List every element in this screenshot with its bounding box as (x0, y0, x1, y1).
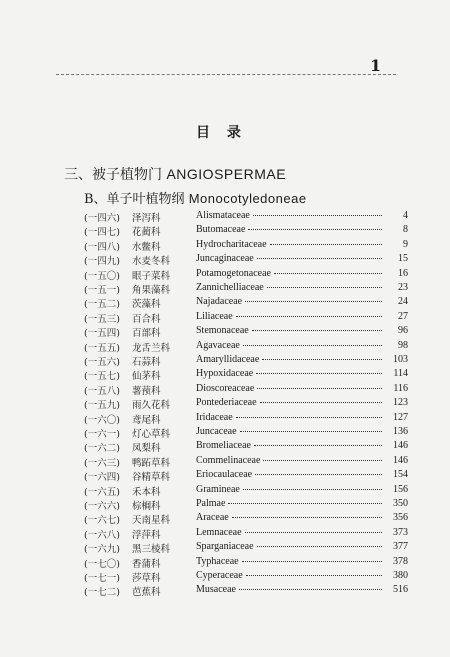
entry-chinese-name: 黑三棱科 (132, 544, 171, 556)
entry-number: (一六五) (84, 486, 120, 498)
dot-leader (254, 445, 382, 446)
toc-entry-list (0, 206, 450, 599)
dot-leader (243, 345, 382, 346)
entry-latin-name: Palmae (196, 498, 226, 509)
dot-leader (245, 532, 382, 533)
entry-chinese-name: 角果藻科 (132, 285, 171, 296)
entry-page-number: 380 (393, 570, 408, 581)
entry-chinese-name: 香蒲科 (132, 558, 161, 570)
dot-leader (257, 546, 382, 547)
dot-leader (267, 287, 382, 288)
entry-latin-name: Hypoxidaceae (196, 368, 254, 380)
entry-page-number: 123 (393, 397, 408, 409)
dot-leader (246, 575, 382, 576)
entry-number: (一七一) (84, 573, 120, 584)
entry-page-number: 9 (403, 238, 408, 250)
entry-chinese-name: 天南星科 (132, 515, 171, 527)
entry-page-number: 24 (398, 296, 408, 308)
entry-number: (一五五) (84, 342, 120, 354)
entry-latin-name: Bromeliaceae (196, 440, 251, 452)
entry-latin-name: Amaryllidaceae (196, 354, 260, 365)
entry-chinese-name: 百合科 (132, 313, 161, 325)
header-rule (56, 74, 396, 75)
entry-chinese-name: 莎草科 (132, 573, 161, 584)
entry-latin-name: Musaceae (196, 584, 236, 596)
dot-leader (253, 215, 382, 216)
entry-number: (一六二) (84, 443, 120, 455)
entry-page-number: 23 (398, 282, 408, 293)
dot-leader (255, 474, 382, 475)
dot-leader (263, 460, 382, 461)
entry-chinese-name: 百部科 (132, 328, 161, 340)
entry-number: (一六〇) (84, 414, 120, 426)
entry-chinese-name: 浮萍科 (132, 529, 161, 541)
entry-chinese-name: 雨久花科 (132, 400, 171, 412)
entry-chinese-name: 仙茅科 (132, 371, 161, 383)
page-number: 1 (370, 56, 382, 75)
entry-number: (一五六) (84, 357, 120, 368)
toc-title: 目 录 (196, 125, 247, 141)
entry-number: (一五二) (84, 299, 120, 311)
entry-chinese-name: 水鳖科 (132, 241, 161, 253)
entry-number: (一七〇) (84, 558, 120, 570)
dot-leader (262, 359, 382, 360)
dot-leader (239, 589, 382, 590)
entry-page-number: 516 (393, 584, 408, 596)
entry-latin-name: Najadaceae (196, 296, 243, 308)
entry-chinese-name: 灯心草科 (132, 429, 171, 440)
entry-number: (一六三) (84, 457, 120, 469)
entry-chinese-name: 泽泻科 (132, 213, 161, 224)
entry-chinese-name: 薯蓣科 (132, 385, 161, 397)
entry-latin-name: Gramineae (196, 483, 240, 495)
dot-leader (236, 316, 382, 317)
entry-number: (一六四) (84, 472, 120, 484)
entry-page-number: 146 (393, 454, 408, 466)
entry-chinese-name: 棕榈科 (132, 501, 161, 512)
entry-number: (一五三) (84, 313, 120, 325)
entry-page-number: 4 (403, 210, 408, 221)
entry-page-number: 116 (393, 382, 408, 394)
dot-leader (240, 431, 382, 432)
section-heading (64, 164, 286, 184)
dot-leader (242, 561, 382, 562)
entry-number: (一六九) (84, 544, 120, 556)
entry-chinese-name: 石蒜科 (132, 357, 161, 368)
dot-leader (274, 273, 382, 274)
entry-latin-name: Stemonaceae (196, 325, 249, 337)
entry-number: (一四八) (84, 241, 120, 253)
subsection-label: B、单子叶植物纲 (84, 192, 185, 207)
entry-number: (一五一) (84, 285, 120, 296)
dot-leader (257, 258, 382, 259)
entry-latin-name: Pontederiaceae (196, 397, 257, 409)
entry-latin-name: Potamogetonaceae (196, 267, 271, 279)
entry-number: (一六六) (84, 501, 120, 512)
entry-page-number: 8 (403, 224, 408, 236)
entry-chinese-name: 禾本科 (132, 486, 161, 498)
entry-page-number: 98 (398, 339, 408, 351)
entry-page-number: 114 (393, 368, 408, 380)
entry-page-number: 27 (398, 310, 408, 322)
entry-page-number: 103 (393, 354, 408, 365)
entry-number: (一四七) (84, 227, 120, 239)
entry-latin-name: Dioscoreaceae (196, 382, 255, 394)
toc-entry (0, 580, 450, 599)
entry-page-number: 154 (393, 469, 408, 481)
entry-chinese-name: 水麦冬科 (132, 256, 171, 268)
subsection-latin: Monocotyledoneae (188, 191, 307, 206)
entry-chinese-name: 花蔺科 (132, 227, 161, 239)
entry-page-number: 146 (393, 440, 408, 452)
entry-latin-name: Juncaceae (196, 426, 237, 437)
section-latin: ANGIOSPERMAE (166, 166, 287, 182)
entry-page-number: 377 (393, 541, 408, 553)
entry-chinese-name: 芭蕉科 (132, 587, 161, 599)
entry-latin-name: Cyperaceae (196, 570, 243, 581)
entry-page-number: 127 (393, 411, 408, 423)
entry-latin-name: Alismataceae (196, 210, 250, 221)
dot-leader (256, 373, 382, 374)
entry-latin-name: Commelinaceae (196, 454, 261, 466)
entry-chinese-name: 茨藻科 (132, 299, 161, 311)
dot-leader (243, 489, 382, 490)
dot-leader (252, 330, 382, 331)
entry-latin-name: Hydrocharitaceae (196, 238, 267, 250)
dot-leader (257, 388, 382, 389)
entry-chinese-name: 鸭跖草科 (132, 457, 171, 469)
entry-number: (一五七) (84, 371, 120, 383)
entry-page-number: 350 (393, 498, 408, 509)
entry-chinese-name: 鸢尾科 (132, 414, 161, 426)
entry-latin-name: Eriocaulaceae (196, 469, 253, 481)
entry-number: (一七二) (84, 587, 120, 599)
entry-number: (一四九) (84, 256, 120, 268)
entry-page-number: 96 (398, 325, 408, 337)
entry-latin-name: Typhaceae (196, 555, 239, 567)
dot-leader (245, 301, 382, 302)
entry-latin-name: Lemnaceae (196, 526, 242, 538)
entry-chinese-name: 谷精草科 (132, 472, 171, 484)
entry-latin-name: Sparganiaceae (196, 541, 254, 553)
entry-number: (一六一) (84, 429, 120, 440)
subsection-heading (84, 188, 307, 207)
section-label: 三、被子植物门 (64, 167, 162, 183)
entry-page-number: 136 (393, 426, 408, 437)
entry-chinese-name: 凤梨科 (132, 443, 161, 455)
entry-latin-name: Araceae (196, 512, 229, 524)
entry-number: (一四六) (84, 213, 120, 224)
dot-leader (228, 503, 382, 504)
entry-page-number: 356 (393, 512, 408, 524)
dot-leader (232, 517, 382, 518)
dot-leader (248, 229, 382, 230)
entry-number: (一五四) (84, 328, 120, 340)
entry-number: (一六八) (84, 529, 120, 541)
dot-leader (236, 417, 382, 418)
dot-leader (270, 244, 382, 245)
entry-chinese-name: 眼子菜科 (132, 270, 171, 282)
entry-page-number: 373 (393, 526, 408, 538)
entry-page-number: 16 (398, 267, 408, 279)
entry-latin-name: Liliaceae (196, 310, 233, 322)
entry-number: (一五八) (84, 385, 120, 397)
entry-latin-name: Iridaceae (196, 411, 233, 423)
entry-page-number: 378 (393, 555, 408, 567)
entry-latin-name: Butomaceae (196, 224, 246, 236)
dot-leader (260, 402, 382, 403)
entry-number: (一六七) (84, 515, 120, 527)
entry-number: (一五九) (84, 400, 120, 412)
entry-latin-name: Zannichelliaceae (196, 282, 264, 293)
entry-number: (一五〇) (84, 270, 120, 282)
entry-chinese-name: 龙舌兰科 (132, 342, 171, 354)
entry-latin-name: Agavaceae (196, 339, 240, 351)
entry-page-number: 156 (393, 483, 408, 495)
entry-page-number: 15 (398, 253, 408, 265)
entry-latin-name: Juncaginaceae (196, 253, 254, 265)
